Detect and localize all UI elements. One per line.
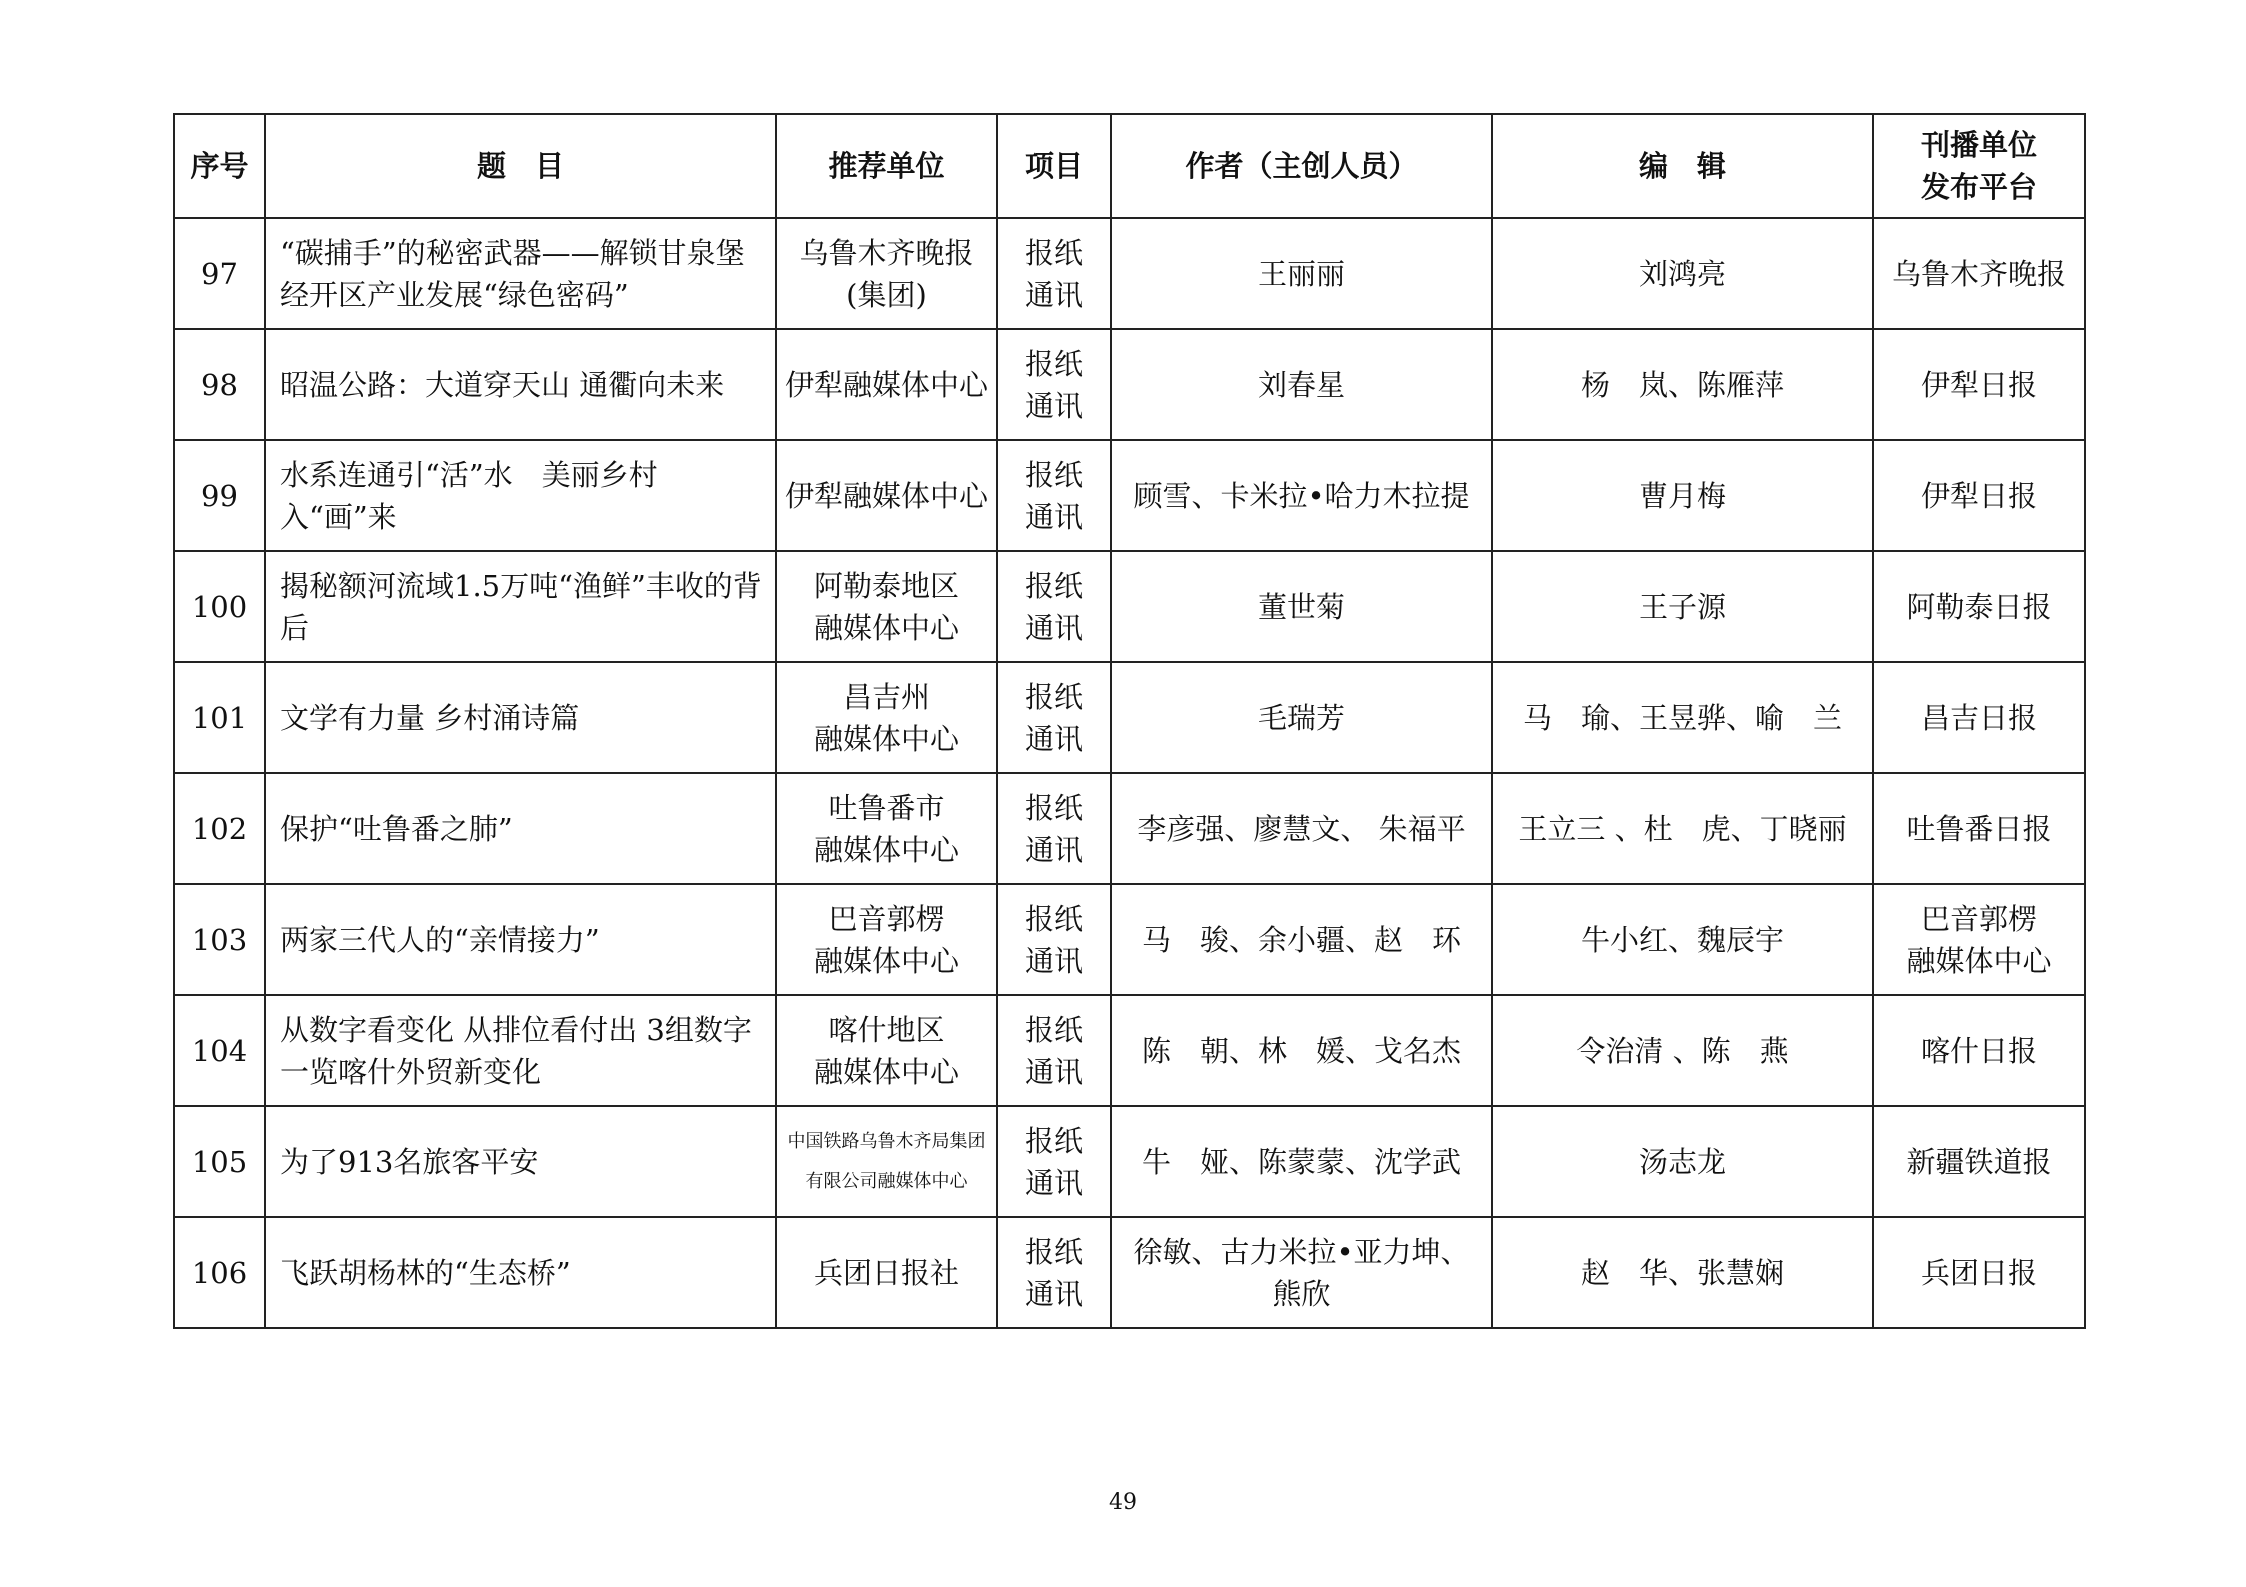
cell-editor-text: 曹月梅 <box>1638 478 1726 513</box>
cell-editor-text: 赵 华、张慧娴 <box>1580 1255 1784 1290</box>
cell-title <box>265 329 776 440</box>
cell-item-text: 报纸 通讯 <box>1024 568 1083 645</box>
cell-recommender <box>776 218 997 329</box>
cell-seq <box>174 1106 265 1217</box>
cell-item <box>997 1106 1111 1217</box>
cell-author-text: 徐敏、古力米拉•亚力坤、熊欣 <box>1133 1234 1470 1311</box>
cell-editor-text: 汤志龙 <box>1638 1144 1726 1179</box>
cell-platform <box>1873 662 2085 773</box>
cell-recommender <box>776 662 997 773</box>
cell-seq <box>174 329 265 440</box>
cell-platform <box>1873 884 2085 995</box>
cell-author-text: 马 骏、余小疆、赵 环 <box>1141 922 1461 957</box>
cell-recommender-text: 吐鲁番市 融媒体中心 <box>813 790 959 867</box>
cell-author <box>1111 662 1492 773</box>
cell-title-text: “碳捕手”的秘密武器——解锁甘泉堡经开区产业发展“绿色密码” <box>280 235 745 312</box>
cell-platform-text: 伊犁日报 <box>1920 367 2037 402</box>
cell-seq-text: 106 <box>191 1255 248 1290</box>
cell-item <box>997 884 1111 995</box>
table-body <box>174 218 2085 1328</box>
cell-title-text: 飞跃胡杨林的“生态桥” <box>280 1255 571 1290</box>
cell-platform-text: 吐鲁番日报 <box>1906 811 2052 846</box>
cell-recommender <box>776 884 997 995</box>
cell-title <box>265 662 776 773</box>
cell-author-text: 陈 朝、林 媛、戈名杰 <box>1141 1033 1461 1068</box>
cell-author <box>1111 995 1492 1106</box>
cell-seq-text: 100 <box>191 589 248 624</box>
table-row <box>174 995 2085 1106</box>
cell-author-text: 李彦强、廖慧文、 朱福平 <box>1137 811 1466 846</box>
cell-platform-text: 兵团日报 <box>1920 1255 2037 1290</box>
cell-editor-text: 马 瑜、王昱骅、喻 兰 <box>1522 700 1842 735</box>
cell-author <box>1111 440 1492 551</box>
cell-title <box>265 218 776 329</box>
cell-item-text: 报纸 通讯 <box>1024 1234 1083 1311</box>
cell-editor <box>1492 329 1873 440</box>
cell-author <box>1111 218 1492 329</box>
cell-title <box>265 551 776 662</box>
cell-title-text: 两家三代人的“亲情接力” <box>280 922 600 957</box>
cell-seq-text: 104 <box>191 1033 248 1068</box>
cell-author <box>1111 1106 1492 1217</box>
header-item: 项目 <box>997 114 1111 218</box>
cell-recommender <box>776 551 997 662</box>
cell-author-text: 董世菊 <box>1257 589 1345 624</box>
cell-item-text: 报纸 通讯 <box>1024 235 1083 312</box>
cell-title-text: 水系连通引“活”水 美丽乡村入“画”来 <box>280 457 658 534</box>
table-row <box>174 662 2085 773</box>
cell-author <box>1111 329 1492 440</box>
cell-title-text: 保护“吐鲁番之肺” <box>280 811 513 846</box>
cell-seq-text: 105 <box>191 1144 248 1179</box>
cell-author-text: 刘春星 <box>1257 367 1345 402</box>
cell-seq-text: 97 <box>201 256 238 291</box>
cell-seq-text: 103 <box>191 922 248 957</box>
cell-author <box>1111 551 1492 662</box>
cell-platform-text: 阿勒泰日报 <box>1906 589 2052 624</box>
table-row <box>174 551 2085 662</box>
cell-recommender <box>776 995 997 1106</box>
table-row <box>174 440 2085 551</box>
cell-item-text: 报纸 通讯 <box>1024 1123 1083 1200</box>
cell-editor <box>1492 662 1873 773</box>
cell-seq-text: 98 <box>201 367 238 402</box>
cell-title <box>265 440 776 551</box>
cell-author-text: 顾雪、卡米拉•哈力木拉提 <box>1133 478 1470 513</box>
cell-editor-text: 令治清 、陈 燕 <box>1576 1033 1789 1068</box>
cell-recommender <box>776 1106 997 1217</box>
cell-seq <box>174 884 265 995</box>
cell-recommender-text: 阿勒泰地区 融媒体中心 <box>813 568 959 645</box>
cell-item <box>997 551 1111 662</box>
cell-seq <box>174 1217 265 1328</box>
cell-recommender <box>776 773 997 884</box>
cell-seq <box>174 773 265 884</box>
cell-item <box>997 329 1111 440</box>
page-number: 49 <box>1109 1490 1137 1515</box>
cell-platform <box>1873 1217 2085 1328</box>
cell-editor <box>1492 773 1873 884</box>
cell-platform-text: 喀什日报 <box>1920 1033 2037 1068</box>
cell-author <box>1111 1217 1492 1328</box>
cell-item-text: 报纸 通讯 <box>1024 790 1083 867</box>
cell-recommender-text: 中国铁路乌鲁木齐局集团 有限公司融媒体中心 <box>787 1130 986 1192</box>
cell-editor-text: 杨 岚、陈雁萍 <box>1580 367 1784 402</box>
cell-editor-text: 刘鸿亮 <box>1638 256 1726 291</box>
table-row <box>174 1217 2085 1328</box>
cell-recommender-text: 伊犁融媒体中心 <box>785 478 989 513</box>
cell-item <box>997 995 1111 1106</box>
header-title: 题 目 <box>265 114 776 218</box>
cell-item-text: 报纸 通讯 <box>1024 457 1083 534</box>
cell-title-text: 文学有力量 乡村涌诗篇 <box>280 700 580 735</box>
cell-seq-text: 101 <box>191 700 248 735</box>
header-author: 作者（主创人员） <box>1111 114 1492 218</box>
cell-seq <box>174 551 265 662</box>
cell-recommender <box>776 440 997 551</box>
cell-editor-text: 王立三 、杜 虎、丁晓丽 <box>1518 811 1847 846</box>
cell-platform <box>1873 995 2085 1106</box>
cell-item-text: 报纸 通讯 <box>1024 901 1083 978</box>
cell-recommender-text: 乌鲁木齐晚报 (集团) <box>799 235 974 312</box>
cell-author-text: 王丽丽 <box>1257 256 1345 291</box>
cell-recommender-text: 喀什地区 融媒体中心 <box>813 1012 959 1089</box>
table-row <box>174 884 2085 995</box>
cell-platform <box>1873 329 2085 440</box>
header-recommender: 推荐单位 <box>776 114 997 218</box>
cell-title-text: 揭秘额河流域1.5万吨“渔鲜”丰收的背后 <box>280 568 762 645</box>
cell-title <box>265 884 776 995</box>
cell-recommender-text: 昌吉州 融媒体中心 <box>813 679 959 756</box>
cell-platform-text: 新疆铁道报 <box>1906 1144 2052 1179</box>
cell-seq <box>174 440 265 551</box>
cell-item-text: 报纸 通讯 <box>1024 1012 1083 1089</box>
cell-title <box>265 1217 776 1328</box>
cell-editor <box>1492 551 1873 662</box>
cell-editor <box>1492 440 1873 551</box>
cell-recommender <box>776 1217 997 1328</box>
cell-recommender-text: 伊犁融媒体中心 <box>785 367 989 402</box>
cell-recommender-text: 巴音郭楞 融媒体中心 <box>813 901 959 978</box>
cell-recommender <box>776 329 997 440</box>
cell-platform <box>1873 440 2085 551</box>
cell-item-text: 报纸 通讯 <box>1024 346 1083 423</box>
cell-platform <box>1873 773 2085 884</box>
cell-platform <box>1873 218 2085 329</box>
cell-platform-text: 昌吉日报 <box>1920 700 2037 735</box>
cell-editor-text: 牛小红、魏辰宇 <box>1580 922 1784 957</box>
cell-item <box>997 440 1111 551</box>
header-editor: 编 辑 <box>1492 114 1873 218</box>
cell-author <box>1111 773 1492 884</box>
cell-platform-text: 伊犁日报 <box>1920 478 2037 513</box>
cell-item <box>997 218 1111 329</box>
cell-item <box>997 773 1111 884</box>
cell-seq-text: 102 <box>191 811 248 846</box>
cell-seq <box>174 995 265 1106</box>
table-header-row <box>174 114 2085 218</box>
cell-editor <box>1492 884 1873 995</box>
cell-title-text: 为了913名旅客平安 <box>280 1144 539 1179</box>
cell-author-text: 毛瑞芳 <box>1257 700 1345 735</box>
cell-platform-text: 乌鲁木齐晚报 <box>1891 256 2066 291</box>
table-row <box>174 1106 2085 1217</box>
cell-editor <box>1492 218 1873 329</box>
cell-platform-text: 巴音郭楞 融媒体中心 <box>1906 901 2052 978</box>
cell-platform <box>1873 551 2085 662</box>
cell-item <box>997 1217 1111 1328</box>
cell-title-text: 从数字看变化 从排位看付出 3组数字一览喀什外贸新变化 <box>280 1012 752 1089</box>
cell-seq <box>174 662 265 773</box>
table-row <box>174 218 2085 329</box>
cell-platform <box>1873 1106 2085 1217</box>
header-seq: 序号 <box>174 114 265 218</box>
table-row <box>174 329 2085 440</box>
cell-title <box>265 1106 776 1217</box>
cell-editor <box>1492 1217 1873 1328</box>
cell-author-text: 牛 娅、陈蒙蒙、沈学武 <box>1141 1144 1461 1179</box>
cell-item <box>997 662 1111 773</box>
cell-recommender-text: 兵团日报社 <box>813 1255 959 1290</box>
cell-title-text: 昭温公路：大道穿天山 通衢向未来 <box>280 367 725 402</box>
cell-title <box>265 995 776 1106</box>
cell-editor <box>1492 1106 1873 1217</box>
cell-seq <box>174 218 265 329</box>
cell-seq-text: 99 <box>201 478 238 513</box>
table-row <box>174 773 2085 884</box>
cell-author <box>1111 884 1492 995</box>
cell-editor <box>1492 995 1873 1106</box>
awards-table <box>173 113 2086 1329</box>
cell-editor-text: 王子源 <box>1638 589 1726 624</box>
cell-item-text: 报纸 通讯 <box>1024 679 1083 756</box>
header-platform: 刊播单位 发布平台 <box>1873 114 2085 218</box>
cell-title <box>265 773 776 884</box>
